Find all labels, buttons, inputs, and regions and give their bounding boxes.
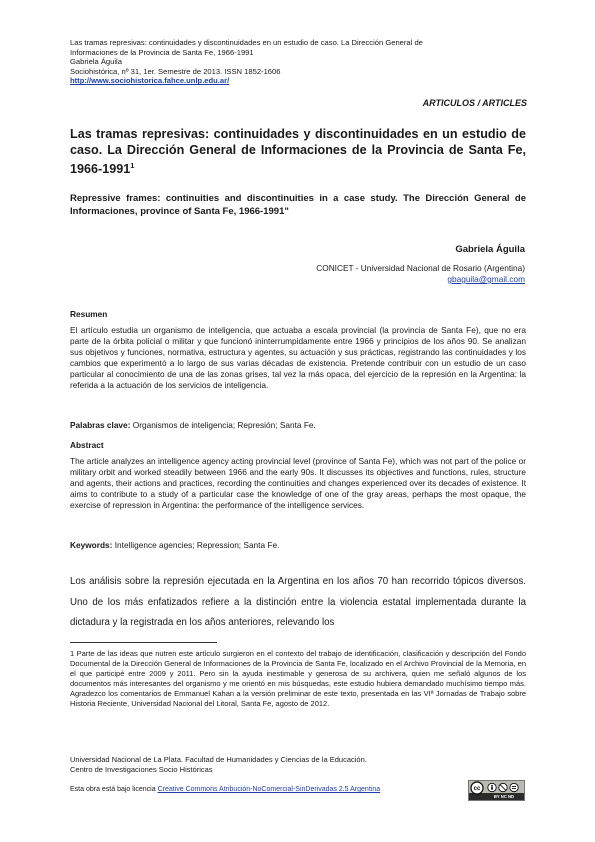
section-label: ARTICULOS / ARTICLES: [422, 98, 527, 108]
header-line: Informaciones de la Provincia de Santa Fe, 1966-1991: [70, 47, 254, 57]
header-line: Gabriela Águila: [70, 57, 122, 67]
author-email-link[interactable]: gbaguila@gmail.com: [447, 274, 525, 284]
abstract-text: The article analyzes an intelligence agency acting provincial level (province of Santa Fe), which was not part of the police or military orbit and worked steadily between 1966 and the early 90s. It discusses its objectives and functions, rules, structure and agents, their actions and practices, recording the continuities and changes experienced over its decades of existence. It aims to contribute to a study of a particular case the knowledge of one of the gray areas, perhaps the most opaque, the exercise of repression in Argentina: the performance of the intelligence services.: [70, 456, 526, 510]
footnote-text: 1 Parte de las ideas que nutren este artículo surgieron en el contexto del trabajo de identificación, clasificación y descripción del Fondo Documental de la Dirección General de Informaciones de la Provincia de Santa Fe, localizado en el Archivo Provincial de la Memoria, en el que participé entre 2009 y 2011. Pero sin la ayuda inestimable y generosa de su archivera, quien me señaló algunos de los documentos más interesantes del organismo y me orientó en mis búsquedas, este estudio hubiera demandado muchísimo tiempo más. Agradezco los comentarios de Emmanuel Kahan a la versión preliminar de este texto, presentada en las VIª Jornadas de Trabajo sobre Historia Reciente, Universidad Nacional del Litoral, Santa Fe, agosto de 2012.: [70, 649, 526, 708]
article-title-text: Las tramas represivas: continuidades y discontinuidades en un estudio de caso. La Dirección General de Informaciones de la Provincia de Santa Fe, 1966-1991: [70, 127, 526, 177]
resumen-text: El artículo estudia un organismo de inteligencia, que actuaba a escala provincial (la provincia de Santa Fe), que no era parte de la órbita policial o militar y que funcionó ininterrumpidamente entre 1966 y principios de los años 90. Se analizan sus objetivos y funciones, normativa, estructura y agentes, su actuación y sus prácticas, registrando las continuidades y los cambios que experimentó a lo largo de sus varias décadas de existencia. Pretende contribuir con un estudio de un caso particular al conocimiento de una de las zonas grises, tal vez la más opaca, del ejercicio de la represión en la Argentina: la referida a la actuación de los servicios de inteligencia.: [70, 325, 526, 390]
journal-url-link[interactable]: http://www.sociohistorica.fahce.unlp.edu.ar/: [70, 76, 230, 86]
institution-footer: [70, 755, 490, 775]
palabras-clave: [70, 420, 526, 430]
cc-badge-icon: [469, 781, 524, 800]
cc-license-badge[interactable]: [468, 780, 525, 801]
license-link[interactable]: Creative Commons Atribución-NoComercial-SinDerivadas 2.5 Argentina: [157, 786, 381, 793]
institution-line: Centro de Investigaciones Socio Históricas: [70, 765, 213, 774]
footnote-marker[interactable]: 1: [130, 161, 135, 170]
palabras-clave-label: Palabras clave:: [70, 420, 131, 430]
license-prefix: Esta obra está bajo licencia: [70, 786, 158, 793]
author-name: Gabriela Águila: [455, 244, 525, 255]
abstract-heading: Abstract: [70, 440, 104, 450]
header-line: Sociohistórica, nº 31, 1er. Semestre de 2013. ISSN 1852-1606: [70, 66, 281, 76]
running-header: [70, 38, 530, 86]
keywords-label: Keywords:: [70, 540, 113, 550]
author-affiliation: CONICET - Universidad Nacional de Rosario (Argentina): [316, 263, 525, 273]
author-affiliation-block: [225, 263, 525, 285]
institution-line: Universidad Nacional de La Plata. Facultad de Humanidades y Ciencias de la Educación.: [70, 755, 367, 764]
cc-mark: cc: [473, 786, 481, 793]
cc-badge-terms: BY NC ND: [493, 794, 515, 800]
palabras-clave-text: Organismos de inteligencia; Represión; Santa Fe.: [132, 420, 316, 430]
article-title-english: Repressive frames: continuities and discontinuities in a case study. The Dirección General de Informaciones, province of Santa Fe, 1966-1991": [70, 193, 526, 217]
resumen-heading: Resumen: [70, 309, 108, 319]
article-title: [70, 127, 526, 178]
body-paragraph: Los análisis sobre la represión ejecutada en la Argentina en los años 70 han recorrido tópicos diversos. Uno de los más enfatizados refiere a la distinción entre la violencia estatal implementada durante la dictadura y la registrada en los años anteriores, relevando los: [70, 576, 526, 628]
nd-equals-icon: [510, 783, 518, 791]
keywords: [70, 540, 526, 550]
footnote-divider: [70, 642, 217, 643]
header-line: Las tramas represivas: continuidades y discontinuidades en un estudio de caso. La Dirección General de: [70, 38, 423, 47]
keywords-text: Intelligence agencies; Repression; Santa Fe.: [114, 540, 280, 550]
license-notice: [70, 786, 450, 793]
